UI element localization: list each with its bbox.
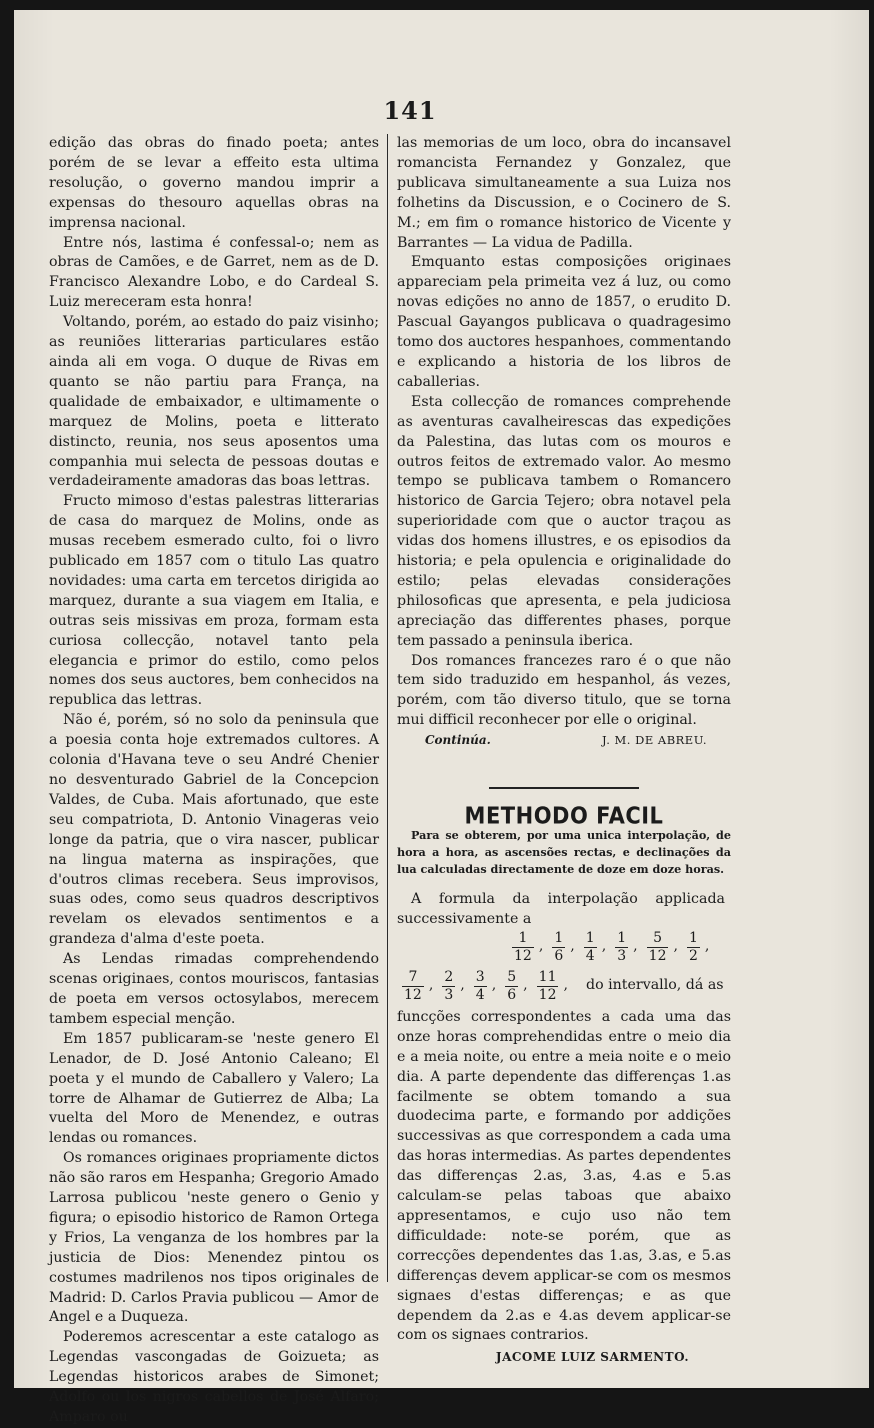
paragraph: Em 1857 publicaram-se 'neste genero El Lenador, de D. José Antonio Caleano; El poeta y el mundo de Caballero y Valero; La torre de Alhamar de Gutierrez de Alba; La vuelta del Moro de Menendez, e outras lendas ou romances. (49, 1030, 379, 1147)
column-divider (387, 134, 388, 1282)
fraction-denominator: 12 (404, 986, 422, 1003)
fraction (402, 969, 424, 1004)
fraction (442, 969, 455, 1004)
paragraph: Esta collecção de romances comprehende as aventuras cavalheirescas das expedições da Palestina, das lutas com os mouros e outros feitos de extremado valor. Ao mesmo tempo se publicava tambem o Romancero historico de Garcia Tejero; obra notavel pela superioridade com que o auctor traçou as vidas dos homens illustres, e os episodios da historia; e pela opulencia e originalidade do estilo; pelas elevadas considerações philosoficas que apresenta, e pela judiciosa apreciação das differentes phases, porque tem passado a peninsula iberica. (397, 393, 731, 649)
left-column (49, 134, 379, 1428)
fraction-denominator: 12 (514, 947, 532, 964)
fraction-separator: , (491, 977, 497, 994)
paragraph: Emquanto estas composições originaes appareciam pela primeita vez á luz, ou como novas edições no anno de 1857, o erudito D. Pascual Gayangos publicava o quadragesimo tomo dos auctores hespanhoes, commentando e explicando a historia de los libros de caballerias. (397, 254, 731, 390)
fraction-denominator: 12 (648, 947, 667, 964)
fraction-denominator: 12 (538, 986, 557, 1003)
author-abreu: J. M. DE ABREU. (602, 733, 707, 748)
formula-intro: A formula da interpolação applicada successivamente a (397, 891, 725, 927)
paragraph: Dos romances francezes raro é o que não tem sido traduzido em hespanhol, ás vezes, porém, com tão diverso titulo, que se torna mui difficil reconhecer por elle o original. (397, 652, 731, 729)
fraction-separator: , (428, 977, 434, 994)
fraction (615, 930, 628, 965)
fraction-denominator: 2 (689, 947, 698, 964)
paragraph: las memorias de um loco, obra do incansavel romancista Fernandez y Gonzalez, que publicava simultaneamente a sua Luiza nos folhetins da Discussion, e o Cocinero de S. M.; em fim o romance historico de Vicente y Barrantes — La vidua de Padilla. (397, 135, 731, 251)
fraction-denominator: 3 (617, 947, 627, 964)
paragraph: Os romances originaes propriamente dictos não são raros em Hespanha; Gregorio Amado Larrosa publicou 'neste genero o Genio y figura; o episodio historico de Ramon Ortega y Frios, La venganza de los hombres par la justicia de Dios: Menendez pintou os costumes madrilenos nos tipos originales de Madrid: D. Carlos Pravia publicou — Amor de Angel e a Duqueza. (49, 1150, 379, 1326)
formula-line-2 (397, 969, 731, 1004)
fraction-separator: , (601, 938, 607, 955)
fraction-denominator: 4 (585, 947, 595, 964)
fraction-numerator: 1 (689, 929, 698, 946)
fraction-separator: , (563, 977, 568, 994)
fraction-numerator: 11 (538, 968, 557, 985)
fraction-separator: , (570, 938, 575, 955)
fraction-numerator: 1 (554, 929, 564, 946)
fraction-separator: , (673, 938, 678, 955)
fraction-denominator: 4 (475, 986, 485, 1003)
section-subtitle: Para se obterem, por uma unica interpolação, de hora a hora, as ascensões rectas, e declinações da lua calculadas directamente de doze em doze horas. (397, 828, 731, 877)
right-column (397, 134, 731, 1368)
formula-line-1 (397, 890, 731, 930)
fraction (584, 930, 597, 965)
fraction-denominator: 6 (507, 986, 517, 1003)
continua-note: Continúa. (425, 733, 491, 748)
fraction-denominator: 6 (554, 947, 564, 964)
paragraph: Poderemos acrescentar a este catalogo as Legendas vascongadas de Goizueta; as Legendas historicos arabes de Simonet; Adolfo ou los nigros cabellos de José Alfaro; Amparo ou (49, 1329, 379, 1425)
fraction-numerator: 7 (408, 968, 418, 985)
article-signature (397, 731, 731, 749)
closing-author (397, 1348, 731, 1368)
page-number: 141 (383, 96, 437, 125)
paragraph: Entre nós, lastima é confessal-o; nem as obras de Camões, e de Garret, nem as de D. Francisco Alexandre Lobo, e do Cardeal S. Luiz mereceram esta honra! (49, 234, 379, 311)
formula-body: funcções correspondentes a cada uma das onze horas comprehendidas entre o meio dia e a meia noite, ou entre a meia noite e o meio dia. A parte dependente das differenças 1.as facilmente se obtem tomando a sua duodecima parte, e formando por addições successivas as que correspondem a cada uma das horas intermedias. As partes dependentes das differenças 2.as, 3.as, 4.as e 5.as calculam-se pelas taboas que abaixo appresentamos, e cujo uso não tem difficuldade: note-se porém, que as correcções dependentes das 1.as, 3.as, e 5.as differenças devem applicar-se com os mesmos signaes d'estas differenças; e as que dependem da 2.as e 4.as devem applicar-se com os signaes contrarios. (397, 1008, 731, 1344)
fraction-numerator: 5 (507, 968, 517, 985)
fraction-row-1 (397, 930, 731, 965)
fraction-separator: , (523, 977, 528, 994)
fraction-separator: , (538, 938, 544, 955)
paragraph: As Lendas rimadas comprehendendo scenas originaes, contos mouriscos, fantasias de poeta em versos octosylabos, merecem tambem especial menção. (49, 951, 379, 1027)
fraction-denominator: 3 (444, 986, 454, 1003)
formula-after: do intervallo, dá as (586, 977, 724, 994)
fraction-separator: , (460, 977, 465, 994)
section-rule (489, 787, 639, 789)
fraction (512, 930, 534, 965)
fraction-separator: , (633, 938, 638, 955)
fraction (505, 969, 518, 1004)
fraction-numerator: 3 (475, 968, 485, 985)
paragraph: Voltando, porém, ao estado do paiz visinho; as reuniões litterarias particulares estão ainda ali em voga. O duque de Rivas em quanto se não partiu para França, na qualidade de embaixador, e ultimamente o marquez de Molins, poeta e litterato distincto, reunia, nos seus aposentos uma companhia mui selecta de pessoas doutas e verdadeiramente amadoras das boas lettras. (49, 314, 379, 490)
fraction-numerator: 2 (444, 968, 454, 985)
fraction-row-2 (397, 969, 572, 1004)
fraction-numerator: 1 (617, 929, 627, 946)
fraction-numerator: 1 (585, 929, 595, 946)
section-title: METHODO FACIL (464, 802, 664, 830)
closing-author-name: JACOME LUIZ SARMENTO. (495, 1350, 689, 1365)
fraction (687, 930, 700, 965)
paragraph: Não é, porém, só no solo da peninsula que a poesia conta hoje extremados cultores. A colonia d'Havana teve o seu André Chenier no desventurado Gabriel de la Concepcion Valdes, de Cuba. Mais afortunado, que este seu compatriota, D. Antonio Vinageras veio longe da patria, que o vira nascer, publicar na lingua materna as inspirações, que d'outros climas recebera. Seus improvisos, suas odes, como seus quadros descriptivos revelam os elevados sentimentos e a grandeza d'alma d'este poeta. (49, 712, 379, 948)
fraction-numerator: 5 (653, 929, 663, 946)
fraction-separator: , (704, 938, 710, 955)
fraction (537, 969, 559, 1004)
fraction (474, 969, 487, 1004)
fraction (647, 930, 669, 965)
paragraph: edição das obras do finado poeta; antes porém de se levar a effeito esta ultima resolução, o governo mandou imprir a expensas do thesouro aquellas obras na imprensa nacional. (49, 135, 379, 231)
fraction-numerator: 1 (518, 929, 528, 946)
paragraph: Fructo mimoso d'estas palestras litterarias de casa do marquez de Molins, onde as musas recebem esmerado culto, foi o livro publicado em 1857 com o titulo Las quatro novidades: uma carta em tercetos dirigida ao marquez, durante a sua viagem em Italia, e outras seis missivas em proza, formam esta curiosa collecção, notavel tanto pela elegancia e primor do estilo, como pelos nomes dos seus auctores, bem conhecidos na republica das lettras. (49, 493, 379, 709)
fraction (552, 930, 565, 965)
